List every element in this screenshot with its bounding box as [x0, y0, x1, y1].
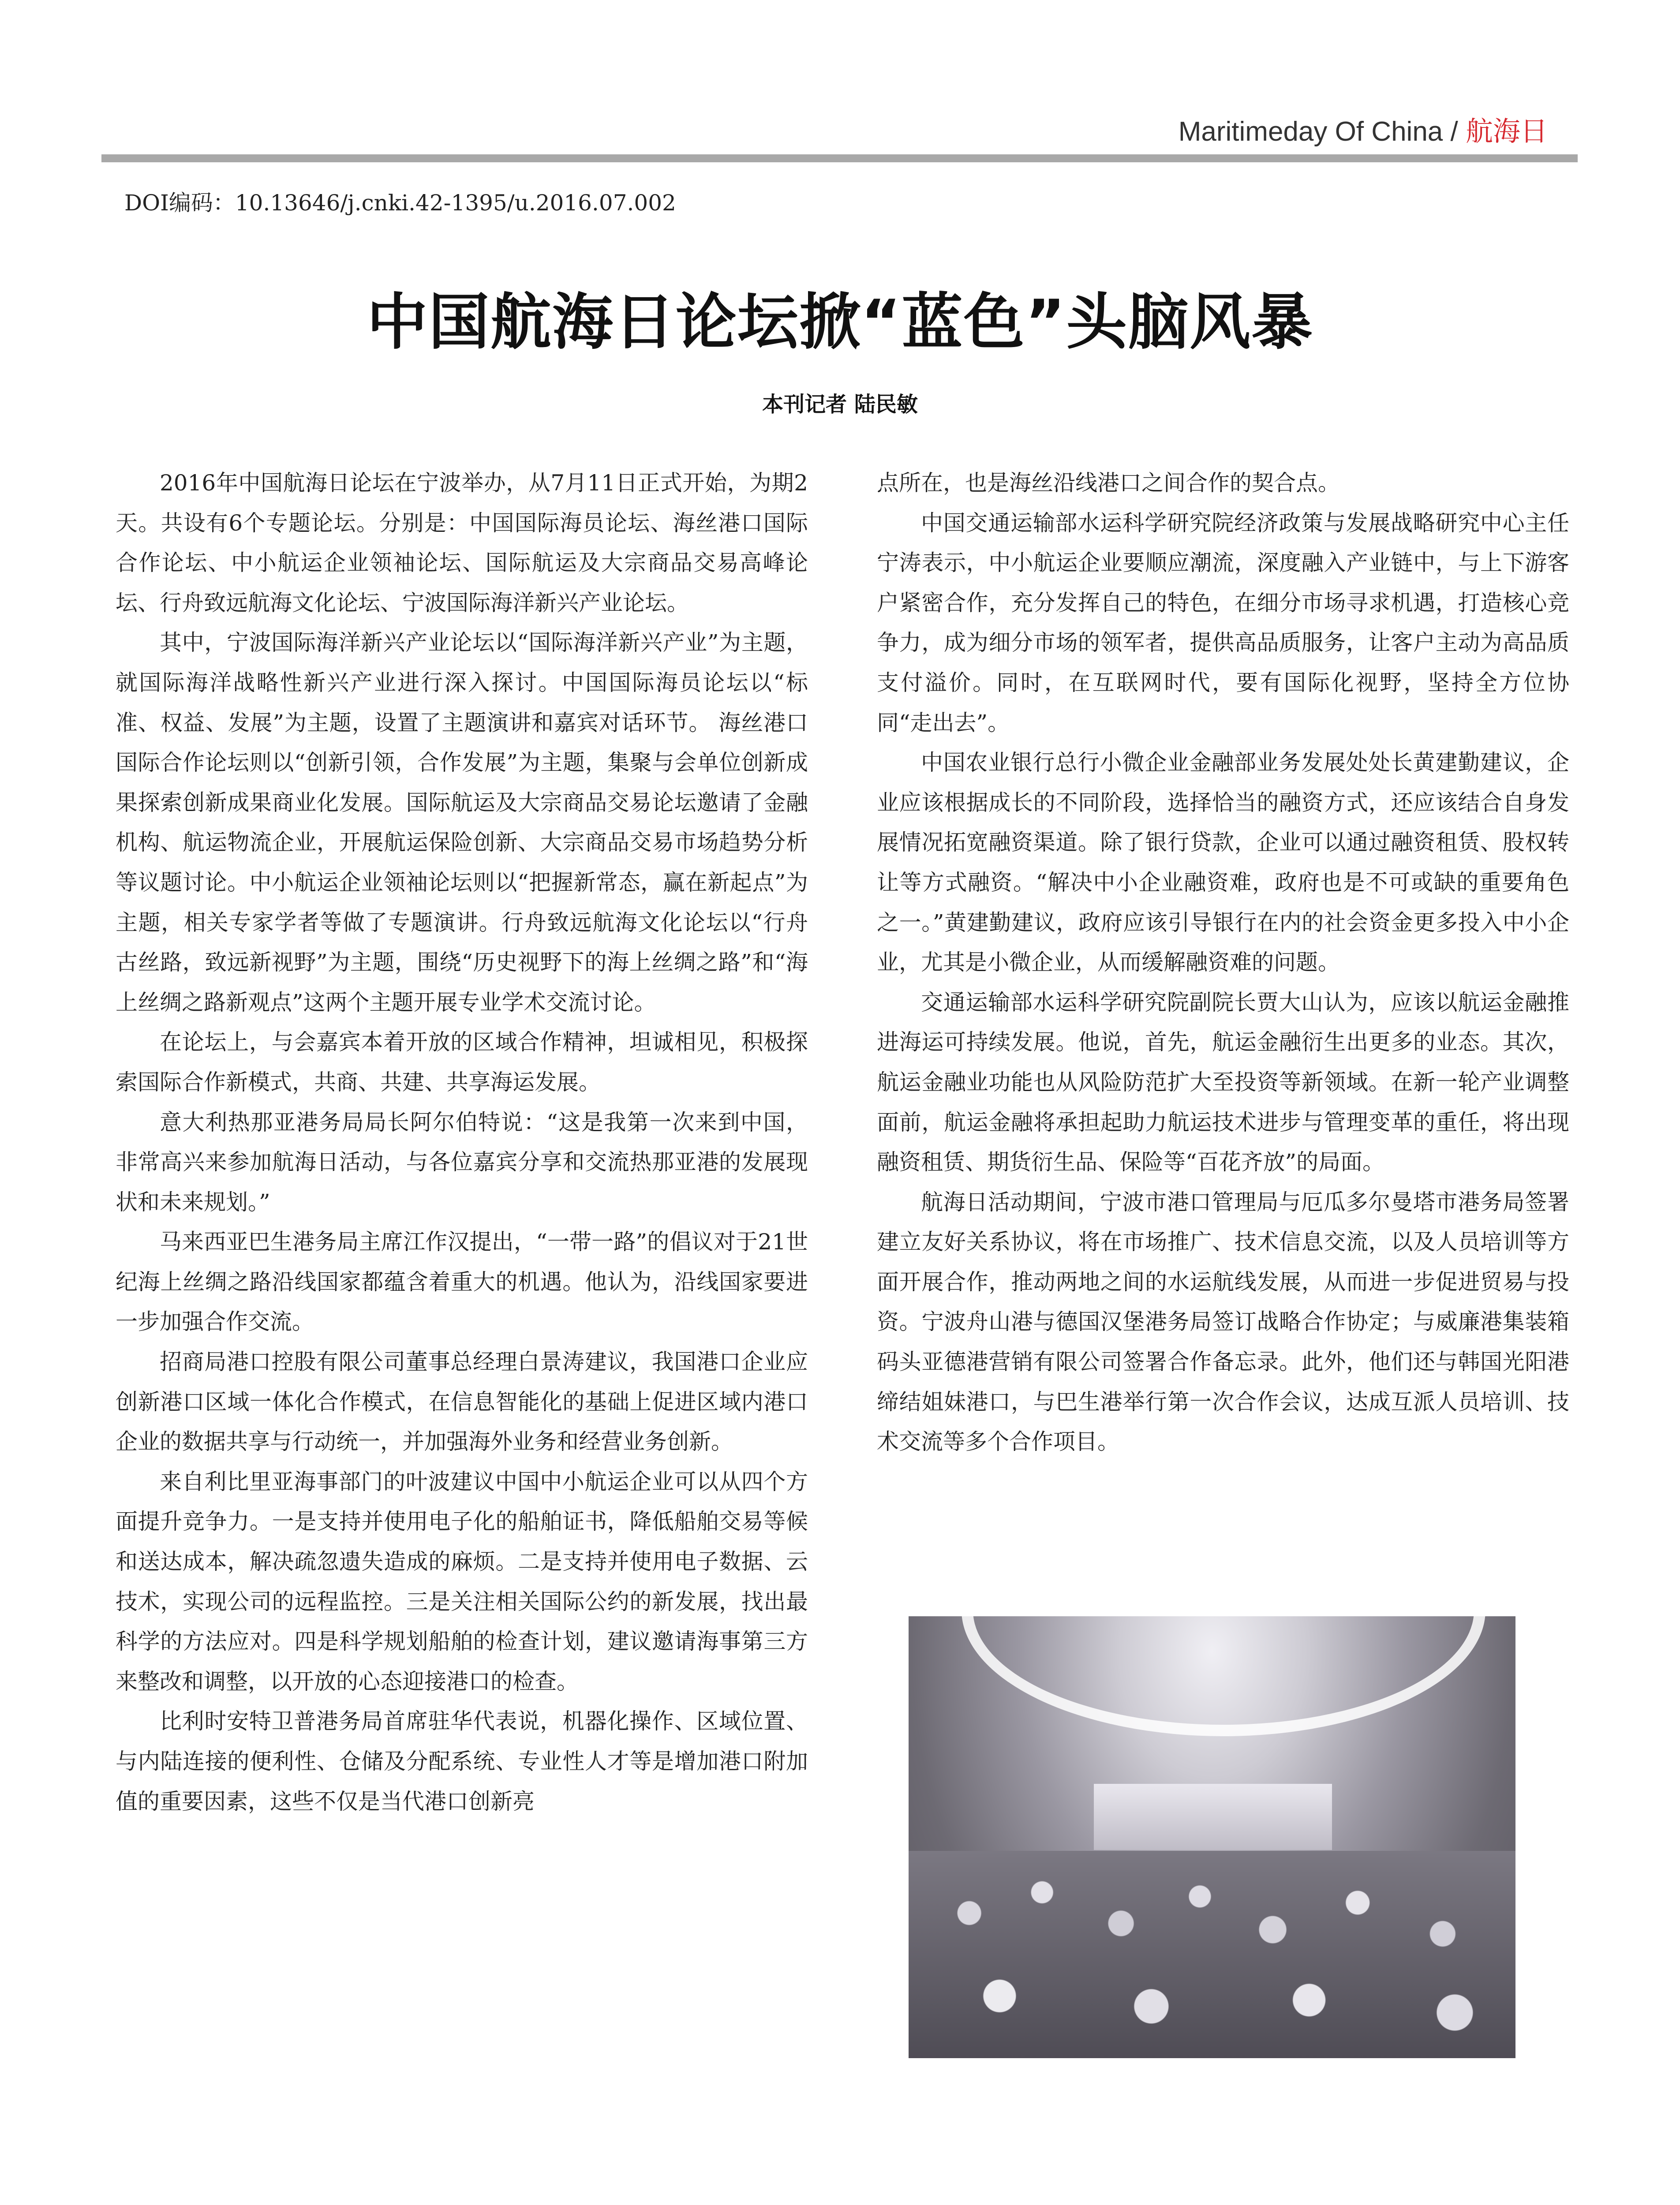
header-divider [101, 154, 1578, 162]
paragraph: 2016年中国航海日论坛在宁波举办，从7月11日正式开始，为期2天。共设有6个专题论坛。分别是：中国国际海员论坛、海丝港口国际合作论坛、中小航运企业领袖论坛、国际航运及大宗商品交易高峰论坛、行舟致远航海文化论坛、宁波国际海洋新兴产业论坛。 [116, 470, 808, 616]
header-english: Maritimeday Of China / [1178, 116, 1458, 147]
right-column [877, 463, 1569, 1462]
stage [1094, 1784, 1332, 1850]
page-footer [1265, 2202, 1554, 2205]
paragraph: 中国农业银行总行小微企业金融部业务发展处处长黄建勤建议，企业应该根据成长的不同阶段，选择恰当的融资方式，还应该结合自身发展情况拓宽融资渠道。除了银行贷款，企业可以通过融资租赁、股权转让等方式融资。“解决中小企业融资难，政府也是不可或缺的重要角色之一。”黄建勤建议，政府应该引导银行在内的社会资金更多投入中小企业，尤其是小微企业，从而缓解融资难的问题。 [877, 750, 1569, 975]
paragraph: 在论坛上，与会嘉宾本着开放的区域合作精神，坦诚相见，积极探索国际合作新模式，共商、共建、共享海运发展。 [116, 1029, 808, 1095]
paragraph: 比利时安特卫普港务局首席驻华代表说，机器化操作、区域位置、与内陆连接的便利性、仓储及分配系统、专业性人才等是增加港口附加值的重要因素，这些不仅是当代港口创新亮 [116, 1708, 808, 1814]
article-byline: 本刊记者 陆民敏 [762, 392, 918, 417]
paragraph: 交通运输部水运科学研究院副院长贾大山认为，应该以航运金融推进海运可持续发展。他说，首先，航运金融衍生出更多的业态。其次，航运金融业功能也从风险防范扩大至投资等新领域。在新一轮产业调整面前，航运金融将承担起助力航运技术进步与管理变革的重任，将出现融资租赁、期货衍生品、保险等“百花齐放”的局面。 [877, 989, 1569, 1175]
paragraph: 航海日活动期间，宁波市港口管理局与厄瓜多尔曼塔市港务局签署建立友好关系协议，将在市场推广、技术信息交流，以及人员培训等方面开展合作，推动两地之间的水运航线发展，从而进一步促进贸易与投资。宁波舟山港与德国汉堡港务局签订战略合作协定；与威廉港集装箱码头亚德港营销有限公司签署合作备忘录。此外，他们还与韩国光阳港缔结姐妹港口，与巴生港举行第一次合作会议，达成互派人员培训、技术交流等多个合作项目。 [877, 1189, 1569, 1455]
paragraph: 其中，宁波国际海洋新兴产业论坛以“国际海洋新兴产业”为主题，就国际海洋战略性新兴产业进行深入探讨。中国国际海员论坛以“标准、权益、发展”为主题，设置了主题演讲和嘉宾对话环节。 海丝港口国际合作论坛则以“创新引领，合作发展”为主题，集聚与会单位创新成果探索创新成果商业化发展。国际航运及大宗商品交易论坛邀请了金融机构、航运物流企业，开展航运保险创新、大宗商品交易市场趋势分析等议题讨论。中小航运企业领袖论坛则以“把握新常态，赢在新起点”为主题，相关专家学者等做了专题演讲。行舟致远航海文化论坛以“行舟古丝路，致远新视野”为主题，围绕“历史视野下的海上丝绸之路”和“海上丝绸之路新观点”这两个主题开展专业学术交流讨论。 [116, 630, 808, 1015]
article-title: 中国航海日论坛掀“蓝色”头脑风暴 [367, 287, 1313, 358]
paragraph: 意大利热那亚港务局局长阿尔伯特说：“这是我第一次来到中国，非常高兴来参加航海日活动，与各位嘉宾分享和交流热那亚港的发展现状和未来规划。” [116, 1109, 808, 1215]
ceiling-light-ring [962, 1616, 1485, 1736]
paragraph: 中国交通运输部水运科学研究院经济政策与发展战略研究中心主任宁涛表示，中小航运企业要顺应潮流，深度融入产业链中，与上下游客户紧密合作，充分发挥自己的特色，在细分市场寻求机遇，打造核心竞争力，成为细分市场的领军者，提供高品质服务，让客户主动为高品质支付溢价。同时，在互联网时代，要有国际化视野，坚持全方位协同“走出去”。 [877, 510, 1569, 736]
header-chinese: 航海日 [1465, 116, 1548, 147]
journal-header [1179, 109, 1548, 149]
forum-hall-photo [909, 1616, 1515, 2058]
audience [909, 1851, 1515, 2058]
paragraph: 招商局港口控股有限公司董事总经理白景涛建议，我国港口企业应创新港口区域一体化合作模式，在信息智能化的基础上促进区域内港口企业的数据共享与行动统一，并加强海外业务和经营业务创新。 [116, 1349, 808, 1455]
paragraph-continuation: 点所在，也是海丝沿线港口之间合作的契合点。 [877, 470, 1340, 496]
left-column [116, 463, 808, 1821]
doi-code: DOI编码：10.13646/j.cnki.42-1395/u.2016.07.002 [124, 190, 676, 216]
paragraph: 马来西亚巴生港务局主席江作汉提出，“一带一路”的倡议对于21世纪海上丝绸之路沿线国家都蕴含着重大的机遇。他认为，沿线国家要进一步加强合作交流。 [116, 1229, 808, 1335]
paragraph: 来自利比里亚海事部门的叶波建议中国中小航运企业可以从四个方面提升竞争力。一是支持并使用电子化的船舶证书，降低船舶交易等候和送达成本，解决疏忽遗失造成的麻烦。二是支持并使用电子数据、云技术，实现公司的远程监控。三是关注相关国际公约的新发展，找出最科学的方法应对。四是科学规划船舶的检查计划，建议邀请海事第三方来整改和调整，以开放的心态迎接港口的检查。 [116, 1469, 808, 1694]
